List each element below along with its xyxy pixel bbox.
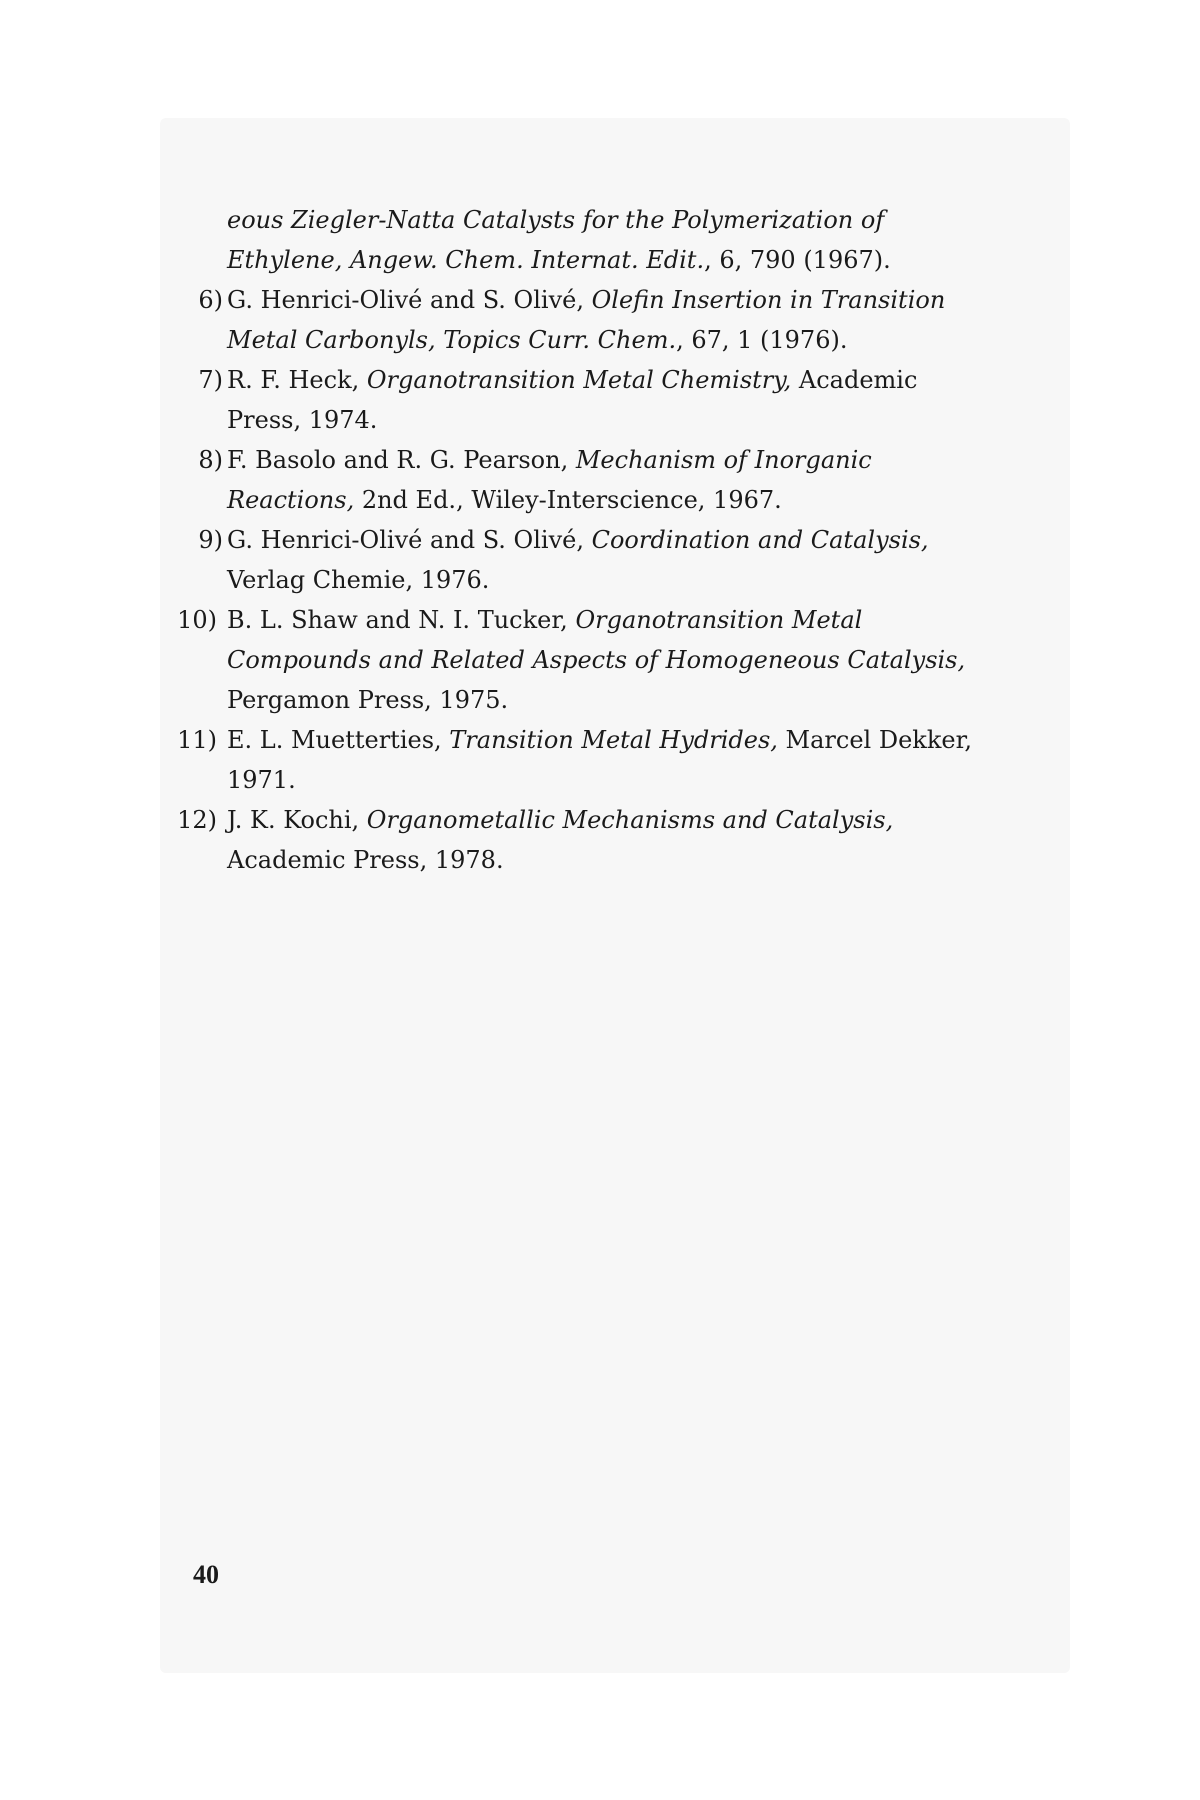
reference-item [177, 720, 985, 800]
reference-title: Mechanism of Inorganic Reactions, [227, 446, 872, 514]
reference-title: Olefin Insertion in Transition Metal Carbonyls, Topics Curr. Chem. [227, 286, 946, 354]
reference-authors: G. Henrici-Olivé and S. Olivé, [227, 526, 592, 554]
reference-number: 9) [198, 526, 223, 554]
reference-title: Organotransition Metal Compounds and Related Aspects of Homogeneous Catalysis, [227, 606, 966, 674]
reference-text: Pergamon Press, 1975. [227, 686, 509, 714]
reference-item [177, 600, 985, 720]
reference-text: , 67, 1 (1976). [676, 326, 848, 354]
reference-title: Coordination and Catalysis, [591, 526, 929, 554]
reference-text: Verlag Chemie, 1976. [227, 566, 490, 594]
reference-authors: R. F. Heck, [227, 366, 367, 394]
reference-authors: F. Basolo and R. G. Pearson, [227, 446, 576, 474]
reference-text: Marcel Dekker, 1971. [227, 726, 973, 794]
reference-number: 11) [177, 726, 217, 754]
reference-item [185, 200, 985, 280]
reference-authors: G. Henrici-Olivé and S. Olivé, [227, 286, 592, 314]
reference-number: 10) [177, 606, 217, 634]
reference-text: 2nd Ed., Wiley-Interscience, 1967. [354, 486, 782, 514]
reference-title: eous Ziegler-Natta Catalysts for the Polymerization of Ethylene, Angew. Chem. Internat. Edit. [227, 206, 885, 274]
reference-item [185, 280, 985, 360]
reference-title: Organotransition Metal Chemistry, [366, 366, 792, 394]
reference-item [177, 800, 985, 880]
reference-number: 7) [198, 366, 223, 394]
reference-text: Academic Press, 1978. [227, 846, 504, 874]
reference-item [185, 520, 985, 600]
reference-authors: B. L. Shaw and N. I. Tucker, [227, 606, 576, 634]
reference-title: Transition Metal Hydrides, [449, 726, 778, 754]
reference-text: , 6, 790 (1967). [704, 246, 891, 274]
reference-authors: J. K. Kochi, [227, 806, 367, 834]
reference-number: 12) [177, 806, 217, 834]
page-number: 40 [193, 1560, 219, 1589]
reference-authors: E. L. Muetterties, [227, 726, 450, 754]
reference-list [177, 200, 985, 880]
reference-item [185, 360, 985, 440]
reference-number: 6) [198, 286, 223, 314]
reference-title: Organometallic Mechanisms and Catalysis, [366, 806, 894, 834]
reference-item [185, 440, 985, 520]
reference-number: 8) [198, 446, 223, 474]
reference-text: Academic Press, 1974. [227, 366, 918, 434]
